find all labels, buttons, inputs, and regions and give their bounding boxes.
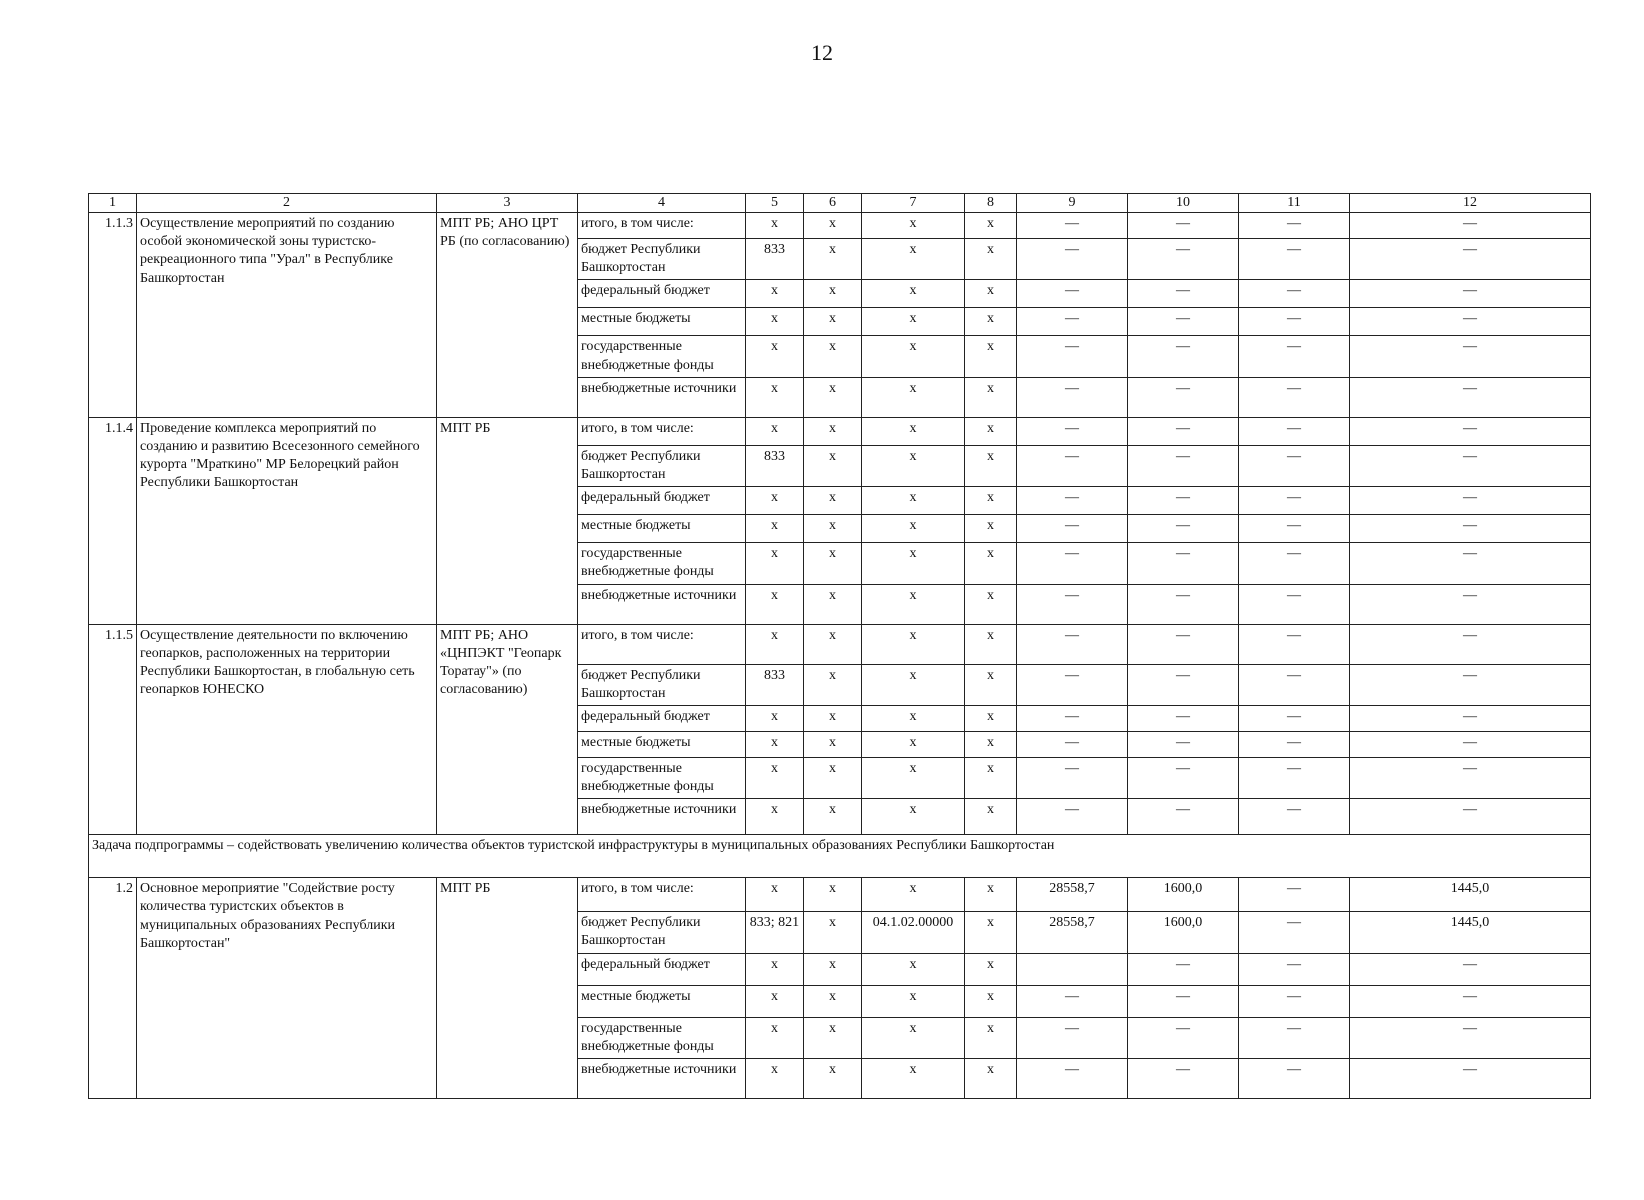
mark-x: x	[804, 1017, 862, 1058]
column-header: 3	[437, 194, 578, 213]
mark-x: x	[804, 377, 862, 417]
mark-dash: —	[1128, 953, 1239, 985]
mark-x: x	[862, 239, 965, 280]
source-label: федеральный бюджет	[578, 487, 746, 515]
mark-x: x	[862, 543, 965, 584]
mark-x: x	[746, 705, 804, 731]
item-name: Проведение комплекса мероприятий по созданию и развитию Всесезонного семейного курорта "Мраткино" МР Белорецкий район Республики Башкортостан	[137, 417, 437, 624]
item-name: Осуществление деятельности по включению геопарков, расположенных на территории Республики Башкортостан, в глобальную сеть геопарков ЮНЕСКО	[137, 624, 437, 835]
mark-x: x	[746, 624, 804, 664]
mark-dash: —	[1017, 731, 1128, 757]
empty-cell	[1017, 953, 1128, 985]
mark-x: x	[746, 799, 804, 835]
mark-dash: —	[1239, 515, 1350, 543]
mark-dash: —	[1350, 757, 1591, 798]
mark-dash: —	[1350, 377, 1591, 417]
mark-x: x	[746, 487, 804, 515]
mark-dash: —	[1239, 757, 1350, 798]
mark-dash: —	[1350, 543, 1591, 584]
source-label: итого, в том числе:	[578, 417, 746, 445]
mark-dash: —	[1239, 953, 1350, 985]
mark-x: x	[804, 912, 862, 953]
mark-dash: —	[1017, 757, 1128, 798]
mark-x: x	[804, 757, 862, 798]
mark-dash: —	[1239, 731, 1350, 757]
mark-dash: —	[1350, 953, 1591, 985]
mark-x: x	[965, 1059, 1017, 1099]
mark-dash: —	[1239, 1017, 1350, 1058]
mark-dash: —	[1017, 377, 1128, 417]
budget-table	[88, 193, 1591, 1099]
mark-x: x	[804, 417, 862, 445]
mark-x: x	[746, 878, 804, 912]
mark-dash: —	[1128, 799, 1239, 835]
mark-x: x	[965, 515, 1017, 543]
mark-dash: —	[1017, 308, 1128, 336]
mark-x: x	[804, 705, 862, 731]
column-header: 2	[137, 194, 437, 213]
mark-x: x	[862, 515, 965, 543]
mark-x: x	[862, 878, 965, 912]
mark-dash: —	[1350, 417, 1591, 445]
mark-dash: —	[1350, 731, 1591, 757]
mark-x: x	[965, 705, 1017, 731]
mark-x: x	[965, 953, 1017, 985]
mark-dash: —	[1128, 664, 1239, 705]
mark-dash: —	[1350, 664, 1591, 705]
mark-dash: —	[1017, 1017, 1128, 1058]
source-label: итого, в том числе:	[578, 878, 746, 912]
mark-dash: —	[1017, 584, 1128, 624]
mark-dash: —	[1128, 487, 1239, 515]
mark-dash: —	[1128, 515, 1239, 543]
mark-x: x	[804, 1059, 862, 1099]
mark-x: x	[746, 417, 804, 445]
mark-dash: —	[1128, 377, 1239, 417]
mark-dash: —	[1128, 1017, 1239, 1058]
mark-x: x	[746, 280, 804, 308]
mark-dash: —	[1017, 213, 1128, 239]
mark-dash: —	[1017, 985, 1128, 1017]
mark-x: x	[804, 445, 862, 486]
mark-x: x	[746, 1017, 804, 1058]
mark-dash: —	[1017, 664, 1128, 705]
mark-x: x	[746, 584, 804, 624]
mark-dash: —	[1350, 487, 1591, 515]
mark-x: x	[965, 584, 1017, 624]
table-row	[89, 417, 1591, 445]
mark-x: x	[965, 799, 1017, 835]
mark-x: x	[965, 213, 1017, 239]
mark-dash: —	[1128, 757, 1239, 798]
column-header: 10	[1128, 194, 1239, 213]
item-executor: МПТ РБ	[437, 878, 578, 1099]
source-label: внебюджетные источники	[578, 799, 746, 835]
mark-x: x	[862, 705, 965, 731]
item-number: 1.1.3	[89, 213, 137, 418]
mark-x: x	[862, 584, 965, 624]
mark-x: x	[804, 584, 862, 624]
mark-dash: —	[1017, 417, 1128, 445]
mark-dash: —	[1350, 445, 1591, 486]
mark-dash: —	[1017, 280, 1128, 308]
mark-dash: —	[1239, 584, 1350, 624]
source-label: федеральный бюджет	[578, 705, 746, 731]
mark-dash: —	[1239, 705, 1350, 731]
mark-x: x	[965, 1017, 1017, 1058]
item-number: 1.1.4	[89, 417, 137, 624]
mark-x: x	[746, 731, 804, 757]
mark-x: x	[804, 985, 862, 1017]
mark-dash: —	[1239, 543, 1350, 584]
mark-x: x	[862, 1059, 965, 1099]
amount-value: 1600,0	[1128, 878, 1239, 912]
mark-x: x	[862, 799, 965, 835]
item-executor: МПТ РБ	[437, 417, 578, 624]
mark-x: x	[965, 543, 1017, 584]
table-row	[89, 213, 1591, 239]
source-label: государственные внебюджетные фонды	[578, 1017, 746, 1058]
column-header: 8	[965, 194, 1017, 213]
mark-x: x	[804, 799, 862, 835]
target-code: 04.1.02.00000	[862, 912, 965, 953]
mark-x: x	[862, 336, 965, 377]
mark-dash: —	[1017, 1059, 1128, 1099]
source-label: итого, в том числе:	[578, 213, 746, 239]
mark-dash: —	[1350, 308, 1591, 336]
mark-x: x	[746, 515, 804, 543]
column-number-header-row	[89, 194, 1591, 213]
mark-x: x	[746, 336, 804, 377]
mark-dash: —	[1239, 377, 1350, 417]
source-label: местные бюджеты	[578, 731, 746, 757]
mark-x: x	[804, 624, 862, 664]
mark-dash: —	[1128, 239, 1239, 280]
mark-x: x	[746, 1059, 804, 1099]
mark-x: x	[862, 487, 965, 515]
mark-x: x	[746, 213, 804, 239]
mark-dash: —	[1128, 543, 1239, 584]
mark-dash: —	[1350, 624, 1591, 664]
mark-x: x	[965, 280, 1017, 308]
mark-x: x	[746, 985, 804, 1017]
table-row	[89, 624, 1591, 664]
source-label: федеральный бюджет	[578, 953, 746, 985]
mark-x: x	[804, 878, 862, 912]
mark-dash: —	[1350, 1017, 1591, 1058]
mark-x: x	[965, 445, 1017, 486]
source-label: итого, в том числе:	[578, 624, 746, 664]
mark-x: x	[804, 515, 862, 543]
mark-dash: —	[1239, 912, 1350, 953]
budget-code: 833	[746, 445, 804, 486]
mark-dash: —	[1350, 799, 1591, 835]
item-executor: МПТ РБ; АНО «ЦНПЭКТ "Геопарк Торатау"» (по согласованию)	[437, 624, 578, 835]
mark-x: x	[965, 912, 1017, 953]
mark-dash: —	[1128, 1059, 1239, 1099]
mark-x: x	[965, 239, 1017, 280]
mark-x: x	[862, 985, 965, 1017]
amount-value: 1600,0	[1128, 912, 1239, 953]
mark-dash: —	[1017, 624, 1128, 664]
mark-x: x	[862, 1017, 965, 1058]
source-label: местные бюджеты	[578, 985, 746, 1017]
mark-dash: —	[1239, 280, 1350, 308]
mark-x: x	[862, 213, 965, 239]
mark-dash: —	[1350, 213, 1591, 239]
column-header: 9	[1017, 194, 1128, 213]
mark-x: x	[965, 377, 1017, 417]
source-label: внебюджетные источники	[578, 1059, 746, 1099]
mark-x: x	[804, 239, 862, 280]
mark-x: x	[965, 731, 1017, 757]
mark-dash: —	[1239, 487, 1350, 515]
mark-x: x	[804, 953, 862, 985]
item-number: 1.1.5	[89, 624, 137, 835]
mark-x: x	[804, 731, 862, 757]
mark-dash: —	[1128, 705, 1239, 731]
task-text: Задача подпрограммы – содействовать увеличению количества объектов туристской инфраструктуры в муниципальных образованиях Республики Башкортостан	[89, 835, 1591, 878]
mark-dash: —	[1017, 445, 1128, 486]
mark-dash: —	[1239, 664, 1350, 705]
mark-dash: —	[1128, 308, 1239, 336]
mark-x: x	[804, 664, 862, 705]
mark-dash: —	[1017, 543, 1128, 584]
column-header: 12	[1350, 194, 1591, 213]
mark-dash: —	[1128, 584, 1239, 624]
mark-dash: —	[1350, 1059, 1591, 1099]
item-name: Осуществление мероприятий по созданию особой экономической зоны туристско-рекреационного типа "Урал" в Республике Башкортостан	[137, 213, 437, 418]
source-label: бюджет Республики Башкортостан	[578, 912, 746, 953]
mark-dash: —	[1239, 417, 1350, 445]
mark-x: x	[804, 308, 862, 336]
mark-x: x	[804, 213, 862, 239]
mark-dash: —	[1239, 336, 1350, 377]
source-label: внебюджетные источники	[578, 377, 746, 417]
source-label: бюджет Республики Башкортостан	[578, 664, 746, 705]
column-header: 4	[578, 194, 746, 213]
mark-x: x	[965, 985, 1017, 1017]
mark-x: x	[965, 308, 1017, 336]
source-label: бюджет Республики Башкортостан	[578, 445, 746, 486]
source-label: федеральный бюджет	[578, 280, 746, 308]
mark-x: x	[862, 445, 965, 486]
source-label: местные бюджеты	[578, 308, 746, 336]
mark-x: x	[862, 308, 965, 336]
mark-dash: —	[1128, 280, 1239, 308]
mark-dash: —	[1350, 239, 1591, 280]
mark-x: x	[862, 417, 965, 445]
mark-dash: —	[1350, 515, 1591, 543]
budget-code: 833; 821	[746, 912, 804, 953]
mark-x: x	[862, 664, 965, 705]
mark-x: x	[746, 543, 804, 584]
mark-x: x	[804, 487, 862, 515]
mark-x: x	[862, 377, 965, 417]
mark-x: x	[862, 757, 965, 798]
mark-dash: —	[1128, 213, 1239, 239]
mark-x: x	[862, 953, 965, 985]
mark-x: x	[746, 377, 804, 417]
mark-dash: —	[1239, 624, 1350, 664]
budget-code: 833	[746, 239, 804, 280]
mark-dash: —	[1239, 213, 1350, 239]
mark-dash: —	[1128, 336, 1239, 377]
mark-dash: —	[1239, 308, 1350, 336]
mark-dash: —	[1239, 985, 1350, 1017]
amount-value: 1445,0	[1350, 878, 1591, 912]
mark-dash: —	[1017, 705, 1128, 731]
mark-dash: —	[1239, 799, 1350, 835]
mark-dash: —	[1350, 584, 1591, 624]
mark-dash: —	[1017, 239, 1128, 280]
mark-dash: —	[1239, 1059, 1350, 1099]
mark-x: x	[965, 417, 1017, 445]
mark-dash: —	[1017, 515, 1128, 543]
budget-code: 833	[746, 664, 804, 705]
amount-value: 28558,7	[1017, 878, 1128, 912]
mark-x: x	[862, 731, 965, 757]
source-label: государственные внебюджетные фонды	[578, 543, 746, 584]
column-header: 5	[746, 194, 804, 213]
mark-x: x	[965, 624, 1017, 664]
column-header: 11	[1239, 194, 1350, 213]
mark-x: x	[965, 487, 1017, 515]
mark-dash: —	[1239, 878, 1350, 912]
mark-dash: —	[1128, 985, 1239, 1017]
mark-dash: —	[1128, 624, 1239, 664]
mark-dash: —	[1239, 239, 1350, 280]
source-label: местные бюджеты	[578, 515, 746, 543]
table-row	[89, 878, 1591, 912]
amount-value: 28558,7	[1017, 912, 1128, 953]
mark-x: x	[965, 757, 1017, 798]
mark-dash: —	[1128, 417, 1239, 445]
amount-value: 1445,0	[1350, 912, 1591, 953]
mark-x: x	[965, 664, 1017, 705]
page-number: 12	[811, 40, 833, 65]
source-label: внебюджетные источники	[578, 584, 746, 624]
mark-dash: —	[1239, 445, 1350, 486]
task-row	[89, 835, 1591, 878]
mark-dash: —	[1350, 985, 1591, 1017]
mark-dash: —	[1350, 705, 1591, 731]
mark-dash: —	[1017, 799, 1128, 835]
item-number: 1.2	[89, 878, 137, 1099]
mark-x: x	[804, 543, 862, 584]
column-header: 7	[862, 194, 965, 213]
mark-dash: —	[1350, 280, 1591, 308]
mark-x: x	[804, 336, 862, 377]
mark-x: x	[862, 624, 965, 664]
mark-x: x	[804, 280, 862, 308]
mark-x: x	[746, 953, 804, 985]
mark-dash: —	[1128, 731, 1239, 757]
item-executor: МПТ РБ; АНО ЦРТ РБ (по согласованию)	[437, 213, 578, 418]
source-label: государственные внебюджетные фонды	[578, 757, 746, 798]
column-header: 1	[89, 194, 137, 213]
mark-x: x	[746, 757, 804, 798]
item-name: Основное мероприятие "Содействие росту количества туристских объектов в муниципальных образованиях Республики Башкортостан"	[137, 878, 437, 1099]
mark-x: x	[746, 308, 804, 336]
source-label: бюджет Республики Башкортостан	[578, 239, 746, 280]
mark-dash: —	[1017, 487, 1128, 515]
mark-x: x	[965, 336, 1017, 377]
column-header: 6	[804, 194, 862, 213]
mark-dash: —	[1128, 445, 1239, 486]
source-label: государственные внебюджетные фонды	[578, 336, 746, 377]
mark-x: x	[965, 878, 1017, 912]
mark-dash: —	[1017, 336, 1128, 377]
mark-x: x	[862, 280, 965, 308]
mark-dash: —	[1350, 336, 1591, 377]
